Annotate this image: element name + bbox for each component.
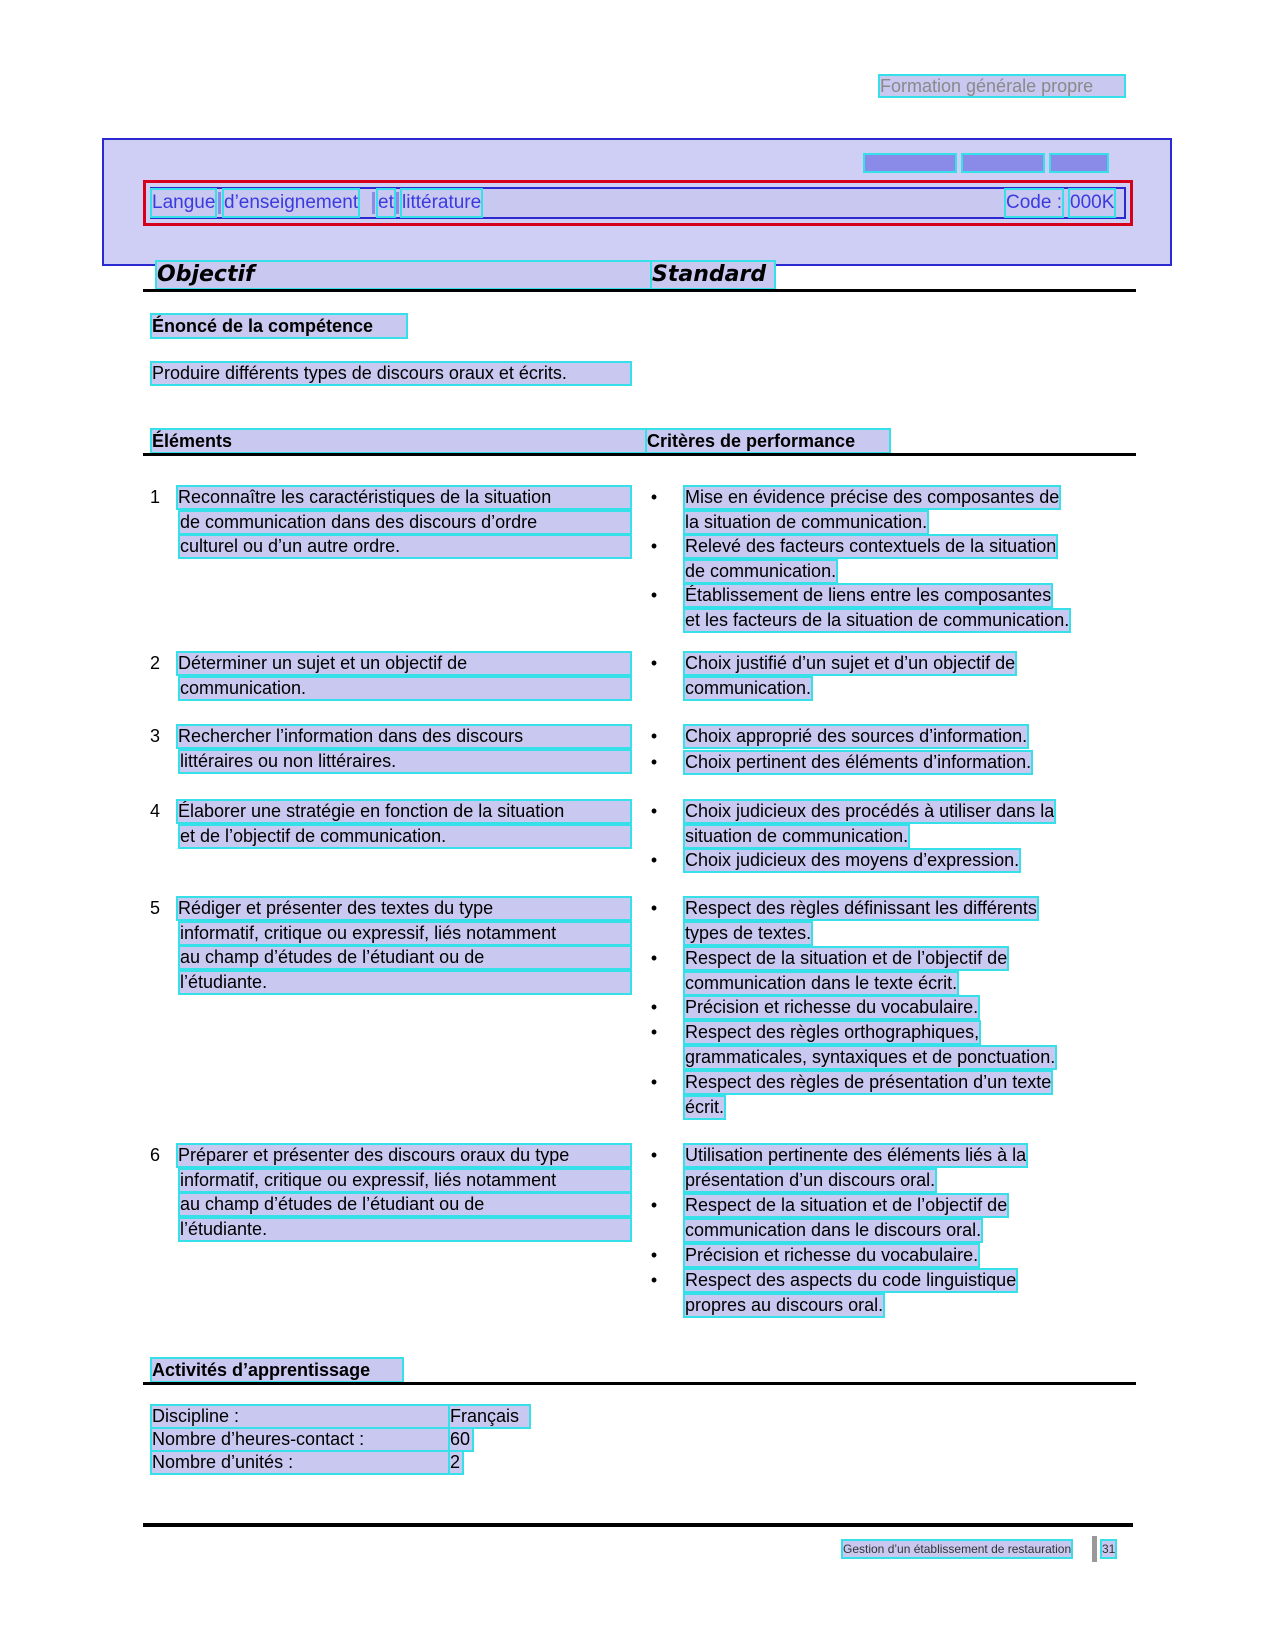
activity-label: Nombre d’unités : (152, 1452, 450, 1473)
divider (143, 1382, 1136, 1385)
element-text-line: Préparer et présenter des discours oraux du type (178, 1145, 630, 1166)
criterion-bullet: • (650, 653, 658, 673)
code-label: Code : (1006, 190, 1062, 216)
element-number: 6 (150, 1145, 161, 1165)
criterion-bullet: • (650, 536, 658, 556)
criterion-bullet: • (650, 1195, 658, 1215)
elements-heading: Éléments (152, 430, 647, 452)
criterion-text-line: grammaticales, syntaxiques et de ponctuation. (685, 1046, 1056, 1067)
column-heading-objectif: Objectif (157, 262, 652, 288)
element-text-line: Élaborer une stratégie en fonction de la situation (178, 801, 630, 822)
element-text-line: et de l’objectif de communication. (180, 826, 630, 847)
activity-label: Discipline : (152, 1406, 450, 1427)
column-heading-standard: Standard (652, 262, 774, 288)
criterion-bullet: • (650, 585, 658, 605)
element-text-line: Reconnaître les caractéristiques de la situation (178, 487, 630, 508)
criterion-text-line: Respect des aspects du code linguistique (685, 1270, 1017, 1290)
criterion-text-line: Choix pertinent des éléments d’information. (685, 752, 1032, 772)
title-separator (396, 192, 399, 214)
element-text-line: Rechercher l’information dans des discours (178, 726, 630, 747)
criterion-bullet: • (650, 1072, 658, 1092)
criterion-text-line: Précision et richesse du vocabulaire. (685, 1245, 979, 1265)
criterion-text-line: Relevé des facteurs contextuels de la situation (685, 536, 1057, 556)
element-number: 5 (150, 898, 161, 918)
element-text-line: littéraires ou non littéraires. (180, 751, 630, 772)
criterion-text-line: Respect des règles orthographiques, (685, 1022, 980, 1042)
footer-title: Gestion d’un établissement de restauration (843, 1542, 1072, 1556)
criterion-text-line: de communication. (685, 560, 837, 581)
element-text-line: l’étudiante. (180, 972, 630, 993)
criterion-text-line: et les facteurs de la situation de communication. (685, 609, 1070, 630)
header-bar-segment (963, 155, 1043, 171)
criterion-text-line: Précision et richesse du vocabulaire. (685, 997, 979, 1017)
criterion-text-line: Respect de la situation et de l’objectif de (685, 1195, 1008, 1215)
activity-value: 60 (450, 1429, 471, 1449)
criteria-heading: Critères de performance (647, 430, 889, 452)
criterion-text-line: Choix judicieux des procédés à utiliser dans la (685, 801, 1055, 821)
criterion-text-line: Choix justifié d’un sujet et d’un objectif de (685, 653, 1016, 673)
element-text-line: Déterminer un sujet et un objectif de (178, 653, 630, 674)
element-text-line: Rédiger et présenter des textes du type (178, 898, 630, 919)
element-text-line: au champ d’études de l’étudiant ou de (180, 947, 630, 968)
criterion-text-line: Respect de la situation et de l’objectif de (685, 948, 1008, 968)
criterion-text-line: Choix approprié des sources d’information. (685, 726, 1028, 746)
criterion-text-line: communication dans le texte écrit. (685, 972, 958, 993)
activity-label: Nombre d’heures-contact : (152, 1429, 450, 1450)
criterion-bullet: • (650, 801, 658, 821)
criterion-bullet: • (650, 997, 658, 1017)
criterion-bullet: • (650, 1245, 658, 1265)
criterion-bullet: • (650, 1145, 658, 1165)
element-number: 4 (150, 801, 161, 821)
element-number: 1 (150, 487, 161, 507)
criterion-text-line: Respect des règles de présentation d’un texte (685, 1072, 1052, 1092)
title-word: d’enseignement (224, 190, 358, 216)
criterion-bullet: • (650, 726, 658, 746)
code-value: 000K (1070, 190, 1114, 216)
criterion-bullet: • (650, 850, 658, 870)
running-header: Formation générale propre (880, 76, 1124, 96)
criterion-text-line: propres au discours oral. (685, 1294, 884, 1315)
element-text-line: communication. (180, 678, 630, 699)
competence-statement: Produire différents types de discours oraux et écrits. (152, 363, 630, 384)
title-word: Langue (152, 190, 215, 216)
activity-value: Français (450, 1406, 529, 1427)
criterion-bullet: • (650, 948, 658, 968)
criterion-bullet: • (650, 1022, 658, 1042)
criterion-bullet: • (650, 1270, 658, 1290)
activities-heading: Activités d’apprentissage (152, 1359, 402, 1381)
criterion-text-line: situation de communication. (685, 825, 909, 846)
title-separator (372, 192, 375, 214)
criterion-text-line: écrit. (685, 1096, 725, 1117)
criterion-text-line: présentation d’un discours oral. (685, 1169, 936, 1190)
criterion-text-line: communication dans le discours oral. (685, 1219, 982, 1240)
divider (143, 453, 1136, 456)
element-text-line: au champ d’études de l’étudiant ou de (180, 1194, 630, 1215)
criterion-bullet: • (650, 487, 658, 507)
criterion-bullet: • (650, 898, 658, 918)
page-number: 31 (1102, 1542, 1116, 1556)
footer-separator (1092, 1536, 1097, 1562)
criterion-text-line: Mise en évidence précise des composantes de (685, 487, 1060, 507)
header-bar-segment (1051, 155, 1107, 171)
criterion-text-line: Établissement de liens entre les composantes (685, 585, 1052, 605)
element-number: 2 (150, 653, 161, 673)
criterion-text-line: Respect des règles définissant les différents (685, 898, 1037, 918)
criterion-text-line: la situation de communication. (685, 511, 928, 532)
header-bar-segment (865, 155, 955, 171)
title-word: et (378, 190, 394, 216)
title-word: littérature (402, 190, 481, 216)
title-separator (218, 192, 221, 214)
element-text-line: l’étudiante. (180, 1219, 630, 1240)
divider (143, 289, 1136, 292)
competence-heading: Énoncé de la compétence (152, 315, 406, 337)
activity-value: 2 (450, 1452, 461, 1472)
element-text-line: culturel ou d’un autre ordre. (180, 536, 630, 557)
criterion-text-line: types de textes. (685, 922, 812, 943)
element-text-line: informatif, critique ou expressif, liés notamment (180, 923, 630, 944)
criterion-bullet: • (650, 752, 658, 772)
element-number: 3 (150, 726, 161, 746)
element-text-line: de communication dans des discours d’ordre (180, 512, 630, 533)
criterion-text-line: Utilisation pertinente des éléments liés à la (685, 1145, 1027, 1165)
element-text-line: informatif, critique ou expressif, liés notamment (180, 1170, 630, 1191)
criterion-text-line: Choix judicieux des moyens d’expression. (685, 850, 1020, 870)
footer-rule (143, 1523, 1133, 1527)
criterion-text-line: communication. (685, 677, 812, 698)
